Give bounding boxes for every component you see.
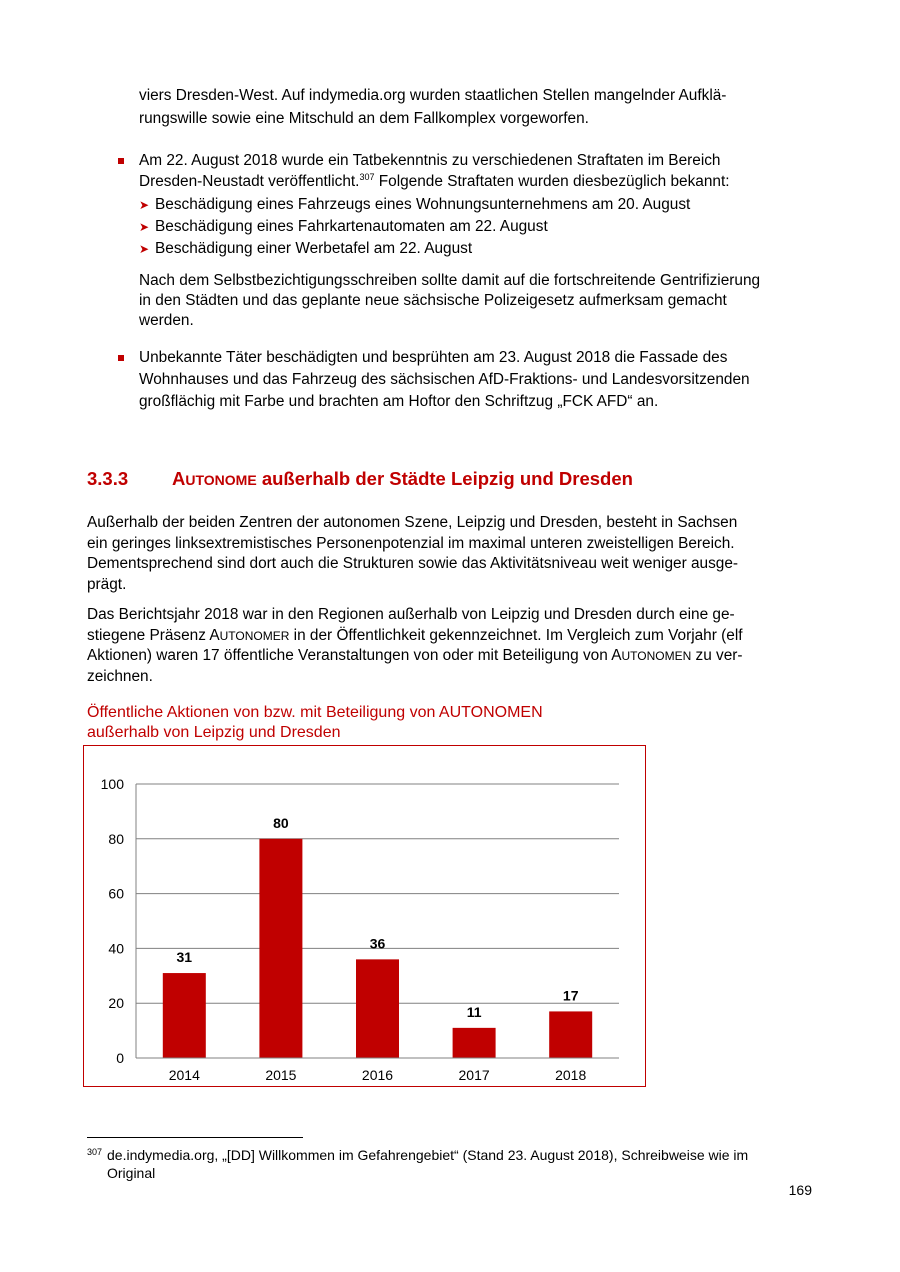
bullet-1-conclusion bbox=[139, 271, 812, 331]
bar-chart-svg bbox=[84, 746, 645, 1086]
conclusion-line: Nach dem Selbstbezichtigungsschreiben sollte damit auf die fortschreitende Gentrifizierung bbox=[139, 272, 761, 289]
footnote-line: de.indymedia.org, „[DD] Willkommen im Gefahrengebiet“ (Stand 23. August 2018), Schreibweise wie im bbox=[107, 1147, 749, 1163]
bullet-item-2 bbox=[139, 347, 812, 413]
conclusion-line: in den Städten und das geplante neue sächsische Polizeigesetz aufmerksam gemacht bbox=[139, 292, 727, 309]
sub-item-text: Beschädigung eines Fahrkartenautomaten am 22. August bbox=[155, 218, 548, 235]
bullet-text: Wohnhauses und das Fahrzeug des sächsischen AfD-Fraktions- und Landesvorsitzenden bbox=[139, 371, 750, 388]
x-tick-label: 2016 bbox=[361, 1067, 394, 1083]
x-tick-label: 2014 bbox=[168, 1067, 200, 1083]
paragraph-line: Das Berichtsjahr 2018 war in den Regionen außerhalb von Leipzig und Dresden durch eine ge- bbox=[87, 606, 735, 623]
continuation-line: viers Dresden-West. Auf indymedia.org wurden staatlichen Stellen mangelnder Aufklä- bbox=[139, 87, 727, 104]
footnote-separator bbox=[87, 1137, 303, 1138]
bullet-text: Am 22. August 2018 wurde ein Tatbekenntnis zu verschiedenen Straftaten im Bereich bbox=[139, 152, 721, 169]
sub-list-item bbox=[139, 238, 472, 260]
bullet-text: Unbekannte Täter beschädigten und besprühten am 23. August 2018 die Fassade des bbox=[139, 349, 728, 366]
y-tick-label: 40 bbox=[108, 940, 124, 957]
small-caps-text: UTONOMER bbox=[219, 628, 290, 643]
paragraph-line: zeichnen. bbox=[87, 667, 153, 685]
paragraph-line: in der Öffentlichkeit gekennzeichnet. Im Vergleich zum Vorjahr (elf bbox=[289, 626, 743, 644]
x-tick-label: 2017 bbox=[458, 1067, 490, 1083]
heading-text: UTONOME bbox=[185, 472, 257, 488]
section-heading bbox=[87, 466, 633, 492]
bullet-text: Dresden-Neustadt veröffentlicht. bbox=[139, 172, 360, 190]
chart-title-line: außerhalb von Leipzig und Dresden bbox=[87, 724, 341, 741]
footnote-reference[interactable]: 307 bbox=[359, 171, 375, 182]
data-label: 17 bbox=[562, 987, 579, 1004]
chart-title-line: Öffentliche Aktionen von bzw. mit Beteiligung von AUTONOMEN bbox=[87, 704, 543, 721]
x-tick-label: 2018 bbox=[555, 1067, 587, 1083]
body-paragraph-2 bbox=[87, 605, 812, 687]
y-tick-label: 20 bbox=[108, 995, 124, 1012]
sub-list-item bbox=[139, 216, 548, 238]
bar-chart bbox=[83, 745, 646, 1087]
data-label: 36 bbox=[369, 935, 386, 952]
bullet-text: Folgende Straftaten wurden diesbezüglich bekannt: bbox=[374, 172, 730, 190]
paragraph-line: Dementsprechend sind dort auch die Strukturen sowie das Aktivitätsniveau weit weniger ausge- bbox=[87, 555, 739, 572]
bar-2014 bbox=[163, 973, 206, 1058]
body-paragraph-1 bbox=[87, 513, 812, 595]
bar-2016 bbox=[356, 959, 399, 1058]
continuation-line: rungswille sowie eine Mitschuld an dem Fallkomplex vorgeworfen. bbox=[139, 109, 589, 127]
paragraph-line: ein geringes linksextremistisches Personenpotenzial im maximal unteren zweistelligen Bereich. bbox=[87, 534, 735, 552]
paragraph-line: zu ver- bbox=[691, 647, 743, 664]
bullet-item-1 bbox=[139, 151, 812, 192]
small-caps-text: UTONOMEN bbox=[621, 649, 692, 663]
sub-list-item bbox=[139, 194, 690, 216]
bar-2015 bbox=[259, 839, 302, 1058]
paragraph-line: stiegene Präsenz A bbox=[87, 626, 220, 644]
paragraph-line: Aktionen) waren 17 öffentliche Veranstaltungen von oder mit Beteiligung von A bbox=[87, 647, 622, 664]
chart-title bbox=[87, 703, 647, 743]
bar-2018 bbox=[549, 1011, 592, 1058]
sub-item-text: Beschädigung eines Fahrzeugs eines Wohnungsunternehmens am 20. August bbox=[155, 196, 691, 213]
footnote-number: 307 bbox=[87, 1147, 103, 1157]
section-number: 3.3.3 bbox=[87, 468, 129, 489]
arrowhead-bullet-icon: ➤ bbox=[139, 220, 150, 234]
x-tick-label: 2015 bbox=[265, 1067, 297, 1083]
conclusion-line: werden. bbox=[139, 312, 194, 329]
bar-2017 bbox=[453, 1028, 496, 1058]
data-label: 80 bbox=[273, 814, 289, 831]
y-tick-label: 100 bbox=[100, 776, 124, 792]
heading-text: außerhalb der Städte Leipzig und Dresden bbox=[256, 468, 633, 489]
bullet-text: großflächig mit Farbe und brachten am Hoftor den Schriftzug „FCK AFD“ an. bbox=[139, 393, 659, 410]
sub-item-text: Beschädigung einer Werbetafel am 22. August bbox=[155, 240, 473, 257]
red-square-bullet-icon bbox=[118, 152, 128, 172]
data-label: 11 bbox=[466, 1003, 482, 1020]
y-tick-label: 80 bbox=[108, 830, 124, 847]
paragraph-line: Außerhalb der beiden Zentren der autonomen Szene, Leipzig und Dresden, besteht in Sachsen bbox=[87, 514, 738, 531]
footnote-line: Original bbox=[107, 1165, 156, 1181]
data-label: 31 bbox=[176, 949, 193, 966]
y-tick-label: 0 bbox=[116, 1050, 124, 1066]
paragraph-line: prägt. bbox=[87, 575, 127, 593]
y-tick-label: 60 bbox=[108, 885, 124, 902]
heading-text: A bbox=[172, 468, 186, 489]
footnote-text bbox=[107, 1146, 807, 1182]
arrowhead-bullet-icon: ➤ bbox=[139, 198, 150, 212]
red-square-bullet-icon bbox=[118, 349, 128, 369]
arrowhead-bullet-icon: ➤ bbox=[139, 242, 150, 256]
continuation-paragraph bbox=[139, 86, 812, 129]
page-number: 169 bbox=[788, 1182, 812, 1198]
